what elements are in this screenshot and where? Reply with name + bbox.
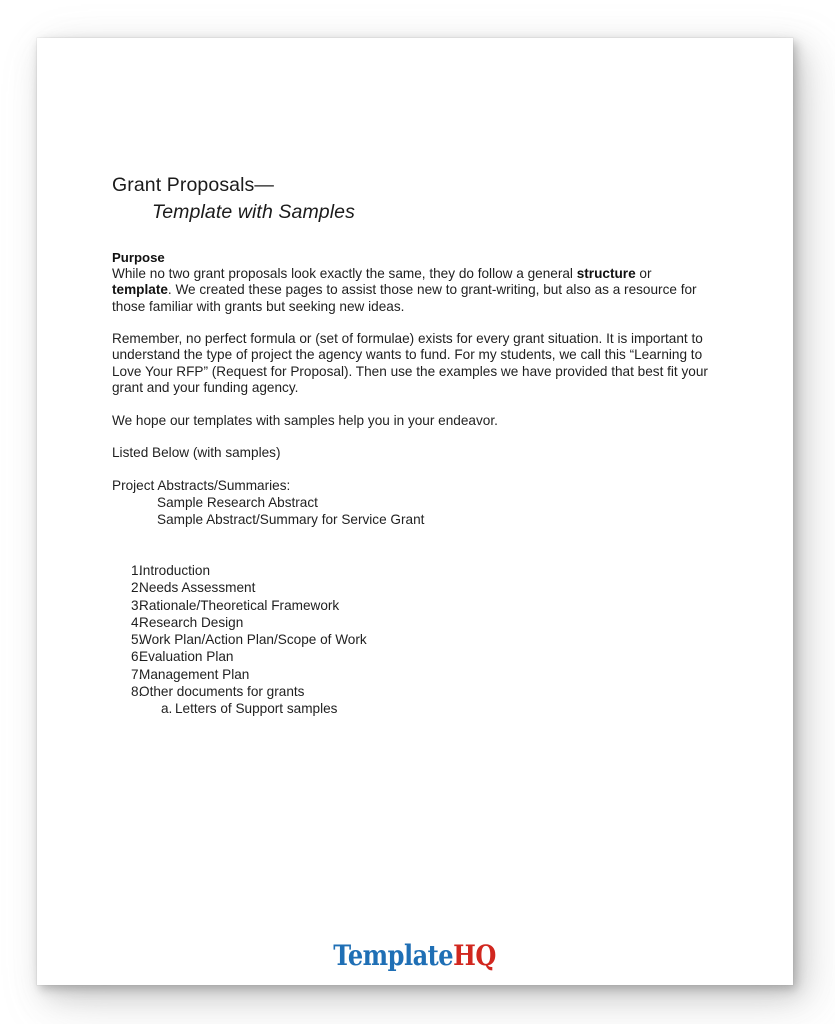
list-item — [112, 562, 672, 579]
abstracts-heading: Project Abstracts/Summaries: — [112, 477, 291, 493]
document-page — [37, 38, 793, 985]
document-title — [112, 172, 712, 226]
spacer-1 — [112, 315, 712, 331]
paragraph-purpose — [112, 266, 712, 315]
list-item — [112, 597, 672, 614]
list-item-label: Needs Assessment — [139, 580, 256, 596]
list-item-marker: 2. — [131, 580, 143, 596]
list-item-marker: 8. — [131, 684, 143, 700]
paragraph-purpose-bold-template: template — [112, 282, 168, 298]
spacer-4 — [112, 462, 712, 478]
list-item-marker: 1. — [131, 563, 143, 578]
logo-text-template: Template — [333, 939, 454, 972]
list-item-label: Other documents for grants — [139, 684, 305, 700]
paragraph-purpose-bold-structure: structure — [576, 266, 636, 281]
templatehq-logo — [37, 940, 793, 976]
list-item-marker: 4. — [131, 614, 143, 630]
spacer-3 — [112, 429, 712, 445]
spacer-2 — [112, 396, 712, 412]
sub-list-item — [112, 700, 672, 717]
logo-wordmark — [334, 940, 497, 972]
title-line-primary: Grant Proposals— — [112, 174, 274, 196]
paragraph-purpose-part3: . We created these pages to assist those new to grant-writing, but also as a resource for those familiar with grants but seeking new ideas. — [112, 282, 697, 314]
list-item-label: Management Plan — [139, 666, 250, 682]
list-item-marker: 7. — [131, 666, 143, 682]
list-item-label: Research Design — [139, 614, 244, 630]
list-item-label: Evaluation Plan — [139, 649, 234, 665]
list-item — [112, 614, 672, 631]
paragraph-hope: We hope our templates with samples help you in your endeavor. — [112, 412, 498, 428]
listed-below-line: Listed Below (with samples) — [112, 445, 281, 461]
list-item-marker: 3. — [131, 597, 143, 613]
list-item-label: Rationale/Theoretical Framework — [139, 597, 340, 613]
list-item — [112, 648, 672, 665]
list-item — [112, 666, 672, 683]
sub-list-item-marker: a. — [161, 701, 173, 717]
sub-list-item-label: Letters of Support samples — [175, 701, 338, 717]
logo-text-hq: HQ — [453, 939, 497, 972]
paragraph-remember: Remember, no perfect formula or (set of formulae) exists for every grant situation. It is important to understand the type of project the agency wants to fund. For my students, we call this “Learning to Love Your RFP” (Request for Proposal). Then use the examples we have provided that best fit your grant and your funding agency. — [112, 331, 708, 396]
list-item-label: Introduction — [139, 563, 211, 578]
purpose-heading: Purpose — [112, 250, 165, 265]
list-item — [112, 683, 672, 700]
paragraph-purpose-part1: While no two grant proposals look exactly the same, they do follow a general — [112, 266, 577, 281]
list-item — [112, 631, 672, 648]
abstracts-item: Sample Research Abstract — [157, 495, 318, 511]
list-item — [112, 579, 672, 596]
sections-list — [112, 562, 672, 718]
list-item-marker: 6. — [131, 649, 143, 665]
list-item-label: Work Plan/Action Plan/Scope of Work — [139, 632, 367, 648]
list-item-marker: 5. — [131, 632, 143, 648]
paragraph-purpose-part2: or — [635, 266, 652, 281]
abstracts-item: Sample Abstract/Summary for Service Grant — [157, 512, 425, 528]
document-body — [112, 249, 712, 529]
title-line-subtitle: Template with Samples — [152, 201, 355, 223]
